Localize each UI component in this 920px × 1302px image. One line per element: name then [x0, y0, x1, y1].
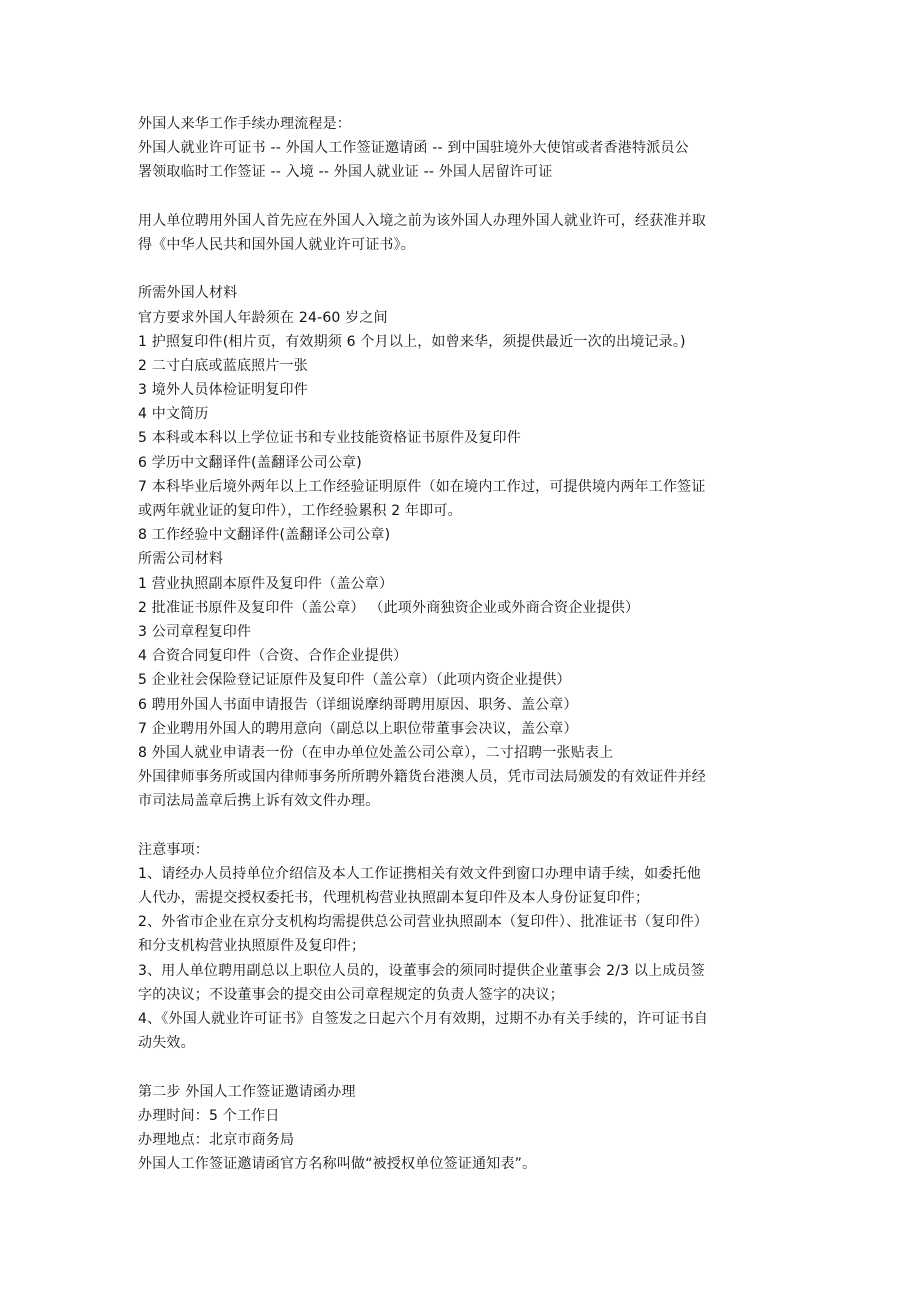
materials-line: 6 学历中文翻译件(盖翻译公司公章)	[138, 454, 362, 471]
step2-line: 外国人工作签证邀请函官方名称叫做“被授权单位签证通知表”。	[138, 1156, 537, 1173]
blank-line	[138, 185, 788, 209]
notes-line: 人代办，需提交授权委托书，代理机构营业执照副本复印件及本人身份证复印件；	[138, 890, 650, 906]
materials-line: 8 工作经验中文翻译件(盖翻译公司公章)	[138, 527, 391, 544]
process-line: 外国人就业许可证书 -- 外国人工作签证邀请函 -- 到中国驻境外大使馆或者香港特派员公	[138, 140, 689, 157]
notes-line: 字的决议；不设董事会的提交由公司章程规定的负责人签字的决议；	[138, 986, 564, 1003]
materials-line: 市司法局盖章后携上诉有效文件办理。	[138, 793, 380, 810]
materials-line: 1 护照复印件(相片页，有效期须 6 个月以上，如曾来华，须提供最近一次的出境记录。)	[138, 333, 686, 350]
step2-line: 办理时间：5 个工作日	[138, 1107, 280, 1124]
process-line: 署领取临时工作签证 -- 入境 -- 外国人就业证 -- 外国人居留许可证	[138, 164, 553, 181]
materials-line: 3 境外人员体检证明复印件	[138, 382, 308, 399]
materials-line: 4 中文简历	[138, 406, 209, 423]
materials-line: 5 企业社会保险登记证原件及复印件（盖公章）（此项内资企业提供）	[138, 672, 571, 689]
materials-section	[138, 281, 788, 813]
materials-line: 官方要求外国人年龄须在 24-60 岁之间	[138, 309, 388, 326]
materials-line: 或两年就业证的复印件），工作经验累积 2 年即可。	[138, 503, 462, 519]
materials-line: 3 公司章程复印件	[138, 623, 252, 640]
process-section	[138, 112, 788, 185]
step2-heading: 第二步 外国人工作签证邀请函办理	[138, 1083, 356, 1100]
blank-line	[138, 257, 788, 281]
notes-line: 3、用人单位聘用副总以上职位人员的，设董事会的须同时提供企业董事会 2/3 以上成员签	[138, 962, 705, 979]
materials-line: 外国律师事务所或国内律师事务所所聘外籍货台港澳人员，凭市司法局颁发的有效证件并经	[138, 769, 706, 786]
materials-line: 8 外国人就业申请表一份（在申办单位处盖公司公章），二寸招聘一张贴表上	[138, 744, 614, 761]
blank-line	[138, 813, 788, 837]
intro-line: 得《中华人民共和国外国人就业许可证书》。	[138, 236, 415, 253]
materials-line: 6 聘用外国人书面申请报告（详细说摩纳哥聘用原因、职务、盖公章）	[138, 696, 578, 713]
materials-line: 7 本科毕业后境外两年以上工作经验证明原件（如在境内工作过，可提供境内两年工作签证	[138, 478, 706, 495]
materials-line: 7 企业聘用外国人的聘用意向（副总以上职位带董事会决议，盖公章）	[138, 720, 578, 737]
notes-line: 2、外省市企业在京分支机构均需提供总公司营业执照副本（复印件）、批准证书（复印件）	[138, 914, 709, 931]
notes-line: 4、《外国人就业许可证书》自签发之日起六个月有效期，过期不办有关手续的，许可证书自	[138, 1010, 709, 1027]
notes-line: 和分支机构营业执照原件及复印件；	[138, 938, 366, 955]
notes-line: 1、请经办人员持单位介绍信及本人工作证携相关有效文件到窗口办理申请手续，如委托他	[138, 865, 701, 882]
process-line: 外国人来华工作手续办理流程是：	[138, 116, 351, 132]
step2-section	[138, 1080, 788, 1177]
document-body	[138, 112, 788, 1176]
materials-line: 2 二寸白底或蓝底照片一张	[138, 357, 308, 374]
notes-section	[138, 838, 788, 1056]
materials-line: 4 合资合同复印件（合资、合作企业提供）	[138, 648, 408, 665]
materials-line: 2 批准证书原件及复印件（盖公章） （此项外商独资企业或外商合资企业提供）	[138, 599, 640, 616]
materials-line: 5 本科或本科以上学位证书和专业技能资格证书原件及复印件	[138, 430, 521, 447]
step2-line: 办理地点：北京市商务局	[138, 1131, 295, 1148]
materials-heading: 所需外国人材料	[138, 285, 238, 302]
notes-line: 动失效。	[138, 1035, 195, 1052]
company-materials-heading: 所需公司材料	[138, 551, 224, 568]
intro-section	[138, 209, 788, 257]
intro-line: 用人单位聘用外国人首先应在外国人入境之前为该外国人办理外国人就业许可，经获准并取	[138, 212, 706, 229]
notes-heading: 注意事项：	[138, 841, 209, 858]
materials-line: 1 营业执照副本原件及复印件（盖公章）	[138, 575, 394, 592]
blank-line	[138, 1055, 788, 1079]
